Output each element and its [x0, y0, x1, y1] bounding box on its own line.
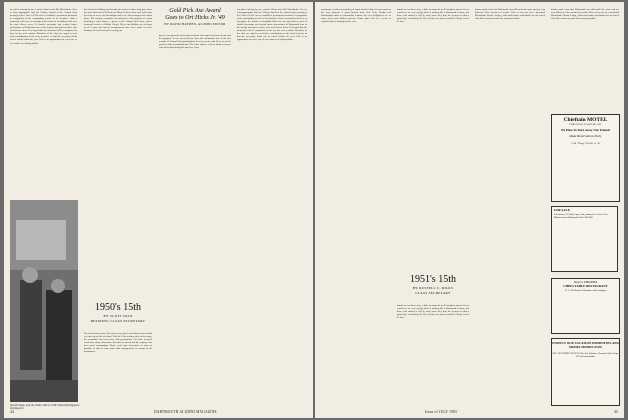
- gold-pick-axe-title: Gold Pick Axe Award: [169, 8, 221, 14]
- class-1950-role: RETIRING CLASS SECRETARY: [90, 319, 146, 323]
- gold-pick-axe-byline: BY DAVID HAYDEN, ALUMNI EDITOR: [164, 22, 226, 26]
- right-col-1: customary excellent accounting of funds and the bulk of it was spent on the class projects. A good turnout from New York, Boston and Philadelphia made it a memorable reunion. We were delighted to see so many wives and children present. Future plans call for a series of regional dinners throughout the year.: [321, 8, 391, 24]
- ad4-title: FOR SALE: [554, 208, 570, 212]
- gold-pick-axe-subtitle: Goes to Ort Hicks Jr. '49: [165, 15, 225, 21]
- left-page: [4, 2, 313, 418]
- ad1-advice: Make Reservations Early: [569, 134, 602, 138]
- ascutney-realty-ad: [551, 338, 620, 406]
- chieftain-motel-ad: [551, 114, 620, 202]
- gold-pick-axe-heading: [159, 8, 231, 27]
- ad2-tagline: Stop in VIRGINIA: [573, 280, 598, 284]
- ad1-tagline: We Hate To Turn Away Our Friends: [560, 128, 611, 133]
- right-page: [315, 2, 624, 418]
- class-1951-heading: [397, 274, 469, 295]
- class-1950-heading: [84, 302, 152, 323]
- right-col-2b: family are out there were, a little to many list well enough to attend. Ah for reunion as we were saying, there is nothing like a Dartmouth reunion, and those who missed it will be sorry when they hear the reports of what a grand time was had by all. The weather was perfect and the College was at its best.: [397, 304, 469, 320]
- ad3-detail: MT. ASCUTNEY REALTY, Box 44, Windsor, Vermont. Write Dept. DA for information: [552, 351, 619, 358]
- left-folio: 44: [10, 410, 14, 414]
- class-1951-role: CLASS SECRETARY: [415, 291, 451, 295]
- class-1950-byline: BY SCOTT OLIN: [103, 314, 133, 318]
- right-col-3: history made clear that Dartmouth was still much the same and yet very different. Like stream fed results. Then it was one for a memorial Moosilauke Ravine Lodge, with much praise and thanks for our friend who did so much to make the reunion possible.: [475, 8, 545, 21]
- ad1-name: Chieftain MOTEL: [563, 117, 608, 123]
- ad1-owner: E. M. "Doug" EVANS, Jr. '50: [571, 141, 600, 145]
- ad4-detail: 9-bedroom, 3½ bath, Cape Cod, situated on 5 acres. Five Minutes from Dartmouth. Price $50,000.: [554, 212, 609, 219]
- right-folio: 45: [614, 410, 618, 414]
- class-1950-title: 1950's 15th: [95, 302, 141, 313]
- class-1951-title: 1951's 15th: [410, 274, 456, 285]
- ad1-location: LYME ROAD, HANOVER, N.H.: [569, 123, 602, 127]
- ad3-title: INSPECT OUR VACATION HOMESITES AND MODEL HOMES NOW: [552, 341, 619, 349]
- left-col-4: ten miles cruising by car, a stone's throw from Mt. Moosilauke. So it is what appropriate that the College should at the Annual class meeting in the Class of 1950 vote to establish a permanent memorial in recognition of the outstanding service of its members. Such a memorial will serve to strengthen the bonds of friendship built over the past fifteen years. It should encourage and remind future generations of Dartmouth men of the loyalty and spirit of those who went before them. It is hoped that the memorial will be completed in time for the next reunion. Members of the class are urged to send their contributions to the class treasurer so that the necessary funds can be raised within the year. This is an opportunity for every one of us to share in a lasting tribute.: [237, 8, 307, 42]
- reunion-photo: [10, 200, 78, 402]
- class-1951-byline: BY RUSSELL C. DILKS: [412, 286, 454, 290]
- for-sale-ad: [551, 206, 618, 272]
- left-col-2b: It's our last news letter, I'm sorry to say, but it won't hurt if you wanted to come up for the weekend. With the 15th reunion only weeks away, the committee has been busy with preparations. We have received word from many classmates who plan to attend and the response has been most encouraging. Please send your reservation as soon as possible so that we may make final arrangements for rooms in the dormitories.: [84, 332, 152, 354]
- ad2-name: CHEFS TABLE RESTAURANT: [563, 283, 608, 288]
- right-footer: Issue of JULY 1965: [425, 410, 458, 414]
- ad2-detail: U. S. 220 Between Roanoke and Lexington: [564, 288, 607, 292]
- right-col-2: family are out there were, a little to many list well enough to attend. Ah for reunion as we were saying, there is nothing like a Dartmouth reunion, and those who missed it will be sorry when they hear the reports of what a grand time was had by all. The weather was perfect and the College was at its best.: [397, 8, 469, 24]
- left-col-3: day, he was given the final reports and the class agreed to move ahead with the program. It was noted that the class has maintained one of the best records of Alumni Fund participation in recent years, and all of us can be proud of that accomplishment. The class officers wish to thank everyone who has helped during the past five years.: [159, 34, 231, 50]
- photo-image: [10, 200, 78, 402]
- photo-caption: Quentin Kopp, atop the trailer, talks to 1949's famed Westinghouse investigators.: [10, 404, 80, 411]
- left-col-2: the old men's building and brought the stories of times long past, when the class first arrived in Hanover. Many of these same men will return this June to renew old friendships and to see what changes have taken place. The reunion committee has planned a full program of events including a class dinner, a picnic at the Outing Club house, and a memorial service in Rollins Chapel. Wives and children are welcome at all events and special arrangements have been made for their housing. We look forward to seeing you.: [84, 8, 152, 33]
- right-col-4: history made clear that Dartmouth was still much the same and yet very different. Like stream fed results. Then it was one for a memorial Moosilauke Ravine Lodge, with much praise and thanks for our friend who did so much to make the reunion possible.: [551, 8, 619, 21]
- chefs-table-ad: [551, 278, 620, 334]
- left-footer: DARTMOUTH ALUMNI MAGAZINE: [154, 410, 217, 414]
- left-col-1: ten miles cruising by car, a stone's throw from Mt. Moosilauke. So it is what appropriate that the College should at the Annual class meeting in the Class of 1950 vote to establish a permanent memorial in recognition of the outstanding service of its members. Such a memorial will serve to strengthen the bonds of friendship built over the past fifteen years. It should encourage and remind future generations of Dartmouth men of the loyalty and spirit of those who went before them. It is hoped that the memorial will be completed in time for the next reunion. Members of the class are urged to send their contributions to the class treasurer so that the necessary funds can be raised within the year. This is an opportunity for every one of us to share in a lasting tribute.: [10, 8, 77, 45]
